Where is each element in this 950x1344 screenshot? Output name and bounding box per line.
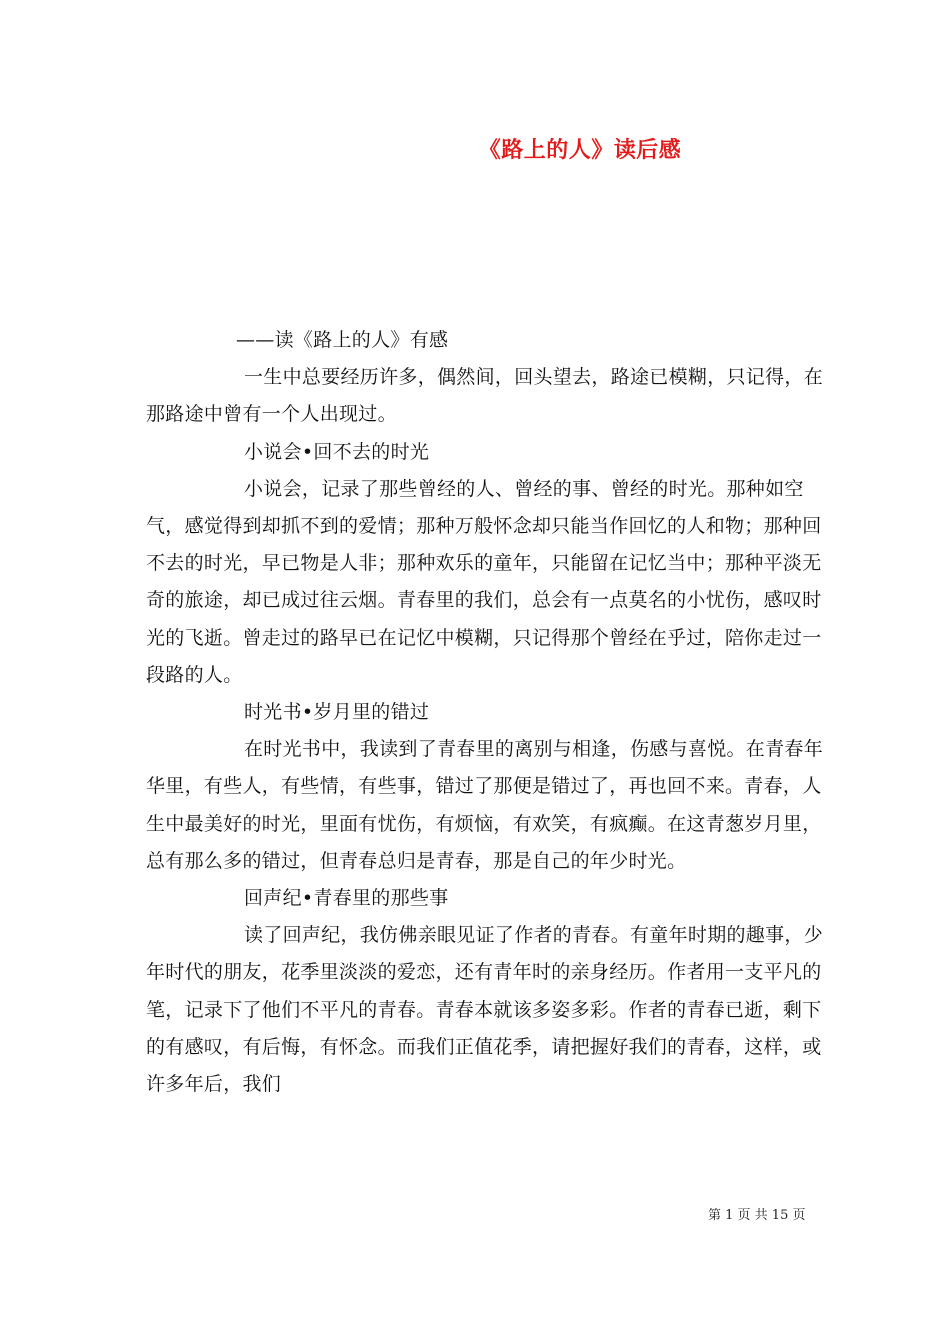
- paragraph: 小说会，记录了那些曾经的人、曾经的事、曾经的时光。那种如空气，感觉得到却抓不到的爱情；那种万般怀念却只能当作回忆的人和物；那种回不去的时光，早已物是人非；那种欢乐的童年，只能留在记忆当中；那种平淡无奇的旅途，却已成过往云烟。青春里的我们，总会有一点莫名的小忧伤，感叹时光的飞逝。曾走过的路早已在记忆中模糊，只记得那个曾经在乎过，陪你走过一段路的人。: [146, 477, 822, 686]
- paragraph: 读了回声纪，我仿佛亲眼见证了作者的青春。有童年时期的趣事，少年时代的朋友，花季里淡淡的爱恋，还有青年时的亲身经历。作者用一支平凡的笔，记录下了他们不平凡的青春。青春本就该多姿多彩。作者的青春已逝，剩下的有感叹，有后悔，有怀念。而我们正值花季，请把握好我们的青春，这样，或许多年后，我们: [146, 924, 824, 1096]
- document-title: 《路上的人》读后感: [478, 138, 682, 163]
- paragraph: 在时光书中，我读到了青春里的离别与相逢，伤感与喜悦。在青春年华里，有些人，有些情，有些事，错过了那便是错过了，再也回不来。青春，人生中最美好的时光，里面有忧伤，有烦恼，有欢笑，有疯癫。在这青葱岁月里，总有那么多的错过，但青春总归是青春，那是自己的年少时光。: [146, 738, 824, 872]
- page-number: 第 1 页 共 15 页: [708, 1208, 806, 1223]
- document-body: [146, 322, 826, 1103]
- document-subtitle: ——读《路上的人》有感: [236, 329, 449, 351]
- paragraph: 一生中总要经历许多，偶然间，回头望去，路途已模糊，只记得，在那路途中曾有一个人出现过。: [146, 366, 824, 426]
- section-heading: 小说会•回不去的时光: [244, 440, 430, 463]
- section-heading: 时光书•岁月里的错过: [244, 701, 430, 724]
- section-heading: 回声纪•青春里的那些事: [244, 887, 449, 910]
